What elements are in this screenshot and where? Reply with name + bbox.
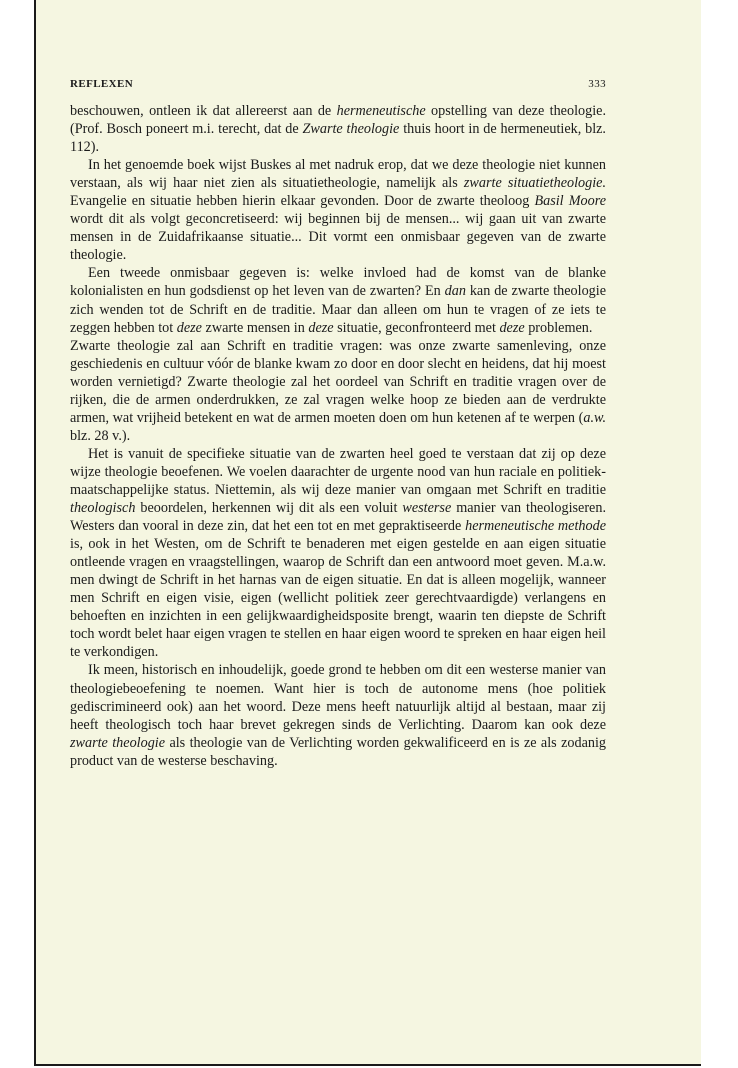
- italic-text: hermeneutische methode: [465, 518, 606, 535]
- text-run: kan de zwarte theologie zich wenden tot de Schrift en de traditie. Maar dan alleen om hun te vragen of ze iets te zeggen hebben tot: [70, 283, 606, 336]
- text-run: blz. 28 v.).: [70, 427, 131, 444]
- text-run: wordt dit als volgt geconcretiseerd: wij beginnen bij de mensen... wij gaan uit van zwarte mensen in de Zuidafrikaanse situatie... Dit vormt een onmisbaar gegeven van de zwarte theologie.: [70, 211, 606, 264]
- paragraph: [70, 264, 606, 336]
- text-run: thuis hoort in de hermeneutiek, blz. 112).: [70, 121, 606, 156]
- italic-text: a.w.: [583, 409, 606, 426]
- page-sheet: [34, 0, 701, 1066]
- italic-text: hermeneutische: [336, 103, 426, 119]
- text-run: Zwarte theologie zal aan Schrift en traditie vragen: was onze zwarte samenleving, onze geschiedenis en cultuur vóór de blanke kwam zo door en door slecht en heidens, dat hij moest worden vernietigd? Zwarte theologie zal het oordeel van Schrift en traditie vragen over de rijken, die de armen onderdrukken, ze zal vragen welke hoop ze bieden aan de verdrukte armen, wat vrijheid betekent en wat de armen moeten doen om hun ketenen af te werpen (: [70, 337, 606, 426]
- italic-text: zwarte situatietheologie.: [463, 175, 606, 192]
- text-run: beschouwen, ontleen ik dat allereerst aan de: [70, 103, 337, 119]
- italic-text: westerse: [402, 500, 452, 517]
- text-run: zwarte mensen in: [201, 319, 309, 336]
- text-run: situatie, geconfronteerd met: [333, 319, 500, 336]
- text-run: beoordelen, herkennen wij dit als een voluit: [135, 500, 403, 517]
- text-run: Evangelie en situatie hebben hierin elkaar gevonden. Door de zwarte theoloog: [70, 193, 535, 210]
- paragraph: [70, 661, 606, 769]
- running-header: [70, 78, 606, 90]
- paragraph: [70, 337, 606, 445]
- italic-text: deze: [499, 319, 525, 336]
- italic-text: dan: [444, 283, 466, 300]
- italic-text: deze: [308, 319, 334, 336]
- page-number: 333: [588, 78, 606, 90]
- italic-text: Zwarte theologie: [302, 121, 400, 138]
- paragraph: [70, 102, 606, 156]
- text-run: Het is vanuit de specifieke situatie van de zwarten heel goed te verstaan dat zij op deze wijze theologie beoefenen. We voelen daarachter de urgente nood van hun raciale en politiek-maatschappelijke status. Niettemin, als wij deze manier van omgaan met Schrift en traditie: [70, 445, 606, 498]
- text-run: is, ook in het Westen, om de Schrift te benaderen met eigen gestelde en aan eigen situatie ontleende vragen en vraagstellingen, waarop de Schrift dan een antwoord moet geven. M.a.w. men dwingt de Schrift in het harnas van de eigen situatie. En dat is alleen mogelijk, wanneer men Schrift en eigen visie, eigen (wellicht politiek zeer gerechtvaardigde) verlangens en behoeften en inzichten in een gelijkwaardigheidsposite brengt, waarin ten diepste de Schrift toch wordt belet haar eigen vragen te stellen en haar eigen woord te spreken en haar eigen heil te verkondigen.: [70, 536, 606, 661]
- body-text: [70, 102, 606, 770]
- text-run: manier van theologiseren. Westers dan vooral in deze zin, dat het een tot en met gepraktiseerde: [70, 500, 606, 535]
- text-run: Een tweede onmisbaar gegeven is: welke invloed had de komst van de blanke kolonialisten en hun godsdienst op het leven van de zwarten? En: [70, 265, 606, 300]
- running-title: REFLEXEN: [70, 78, 134, 90]
- paragraph: [70, 445, 606, 662]
- text-run: In het genoemde boek wijst Buskes al met nadruk erop, dat we deze theologie niet kunnen verstaan, als wij haar niet zien als situatietheologie, namelijk als: [70, 157, 606, 192]
- paragraph: [70, 156, 606, 264]
- italic-text: deze: [176, 319, 202, 336]
- text-run: problemen.: [524, 319, 593, 336]
- text-run: als theologie van de Verlichting worden gekwalificeerd en is ze als zodanig product van de westerse beschaving.: [70, 734, 607, 769]
- text-run: opstelling van deze theologie. (Prof. Bosch poneert m.i. terecht, dat de: [70, 103, 606, 138]
- italic-text: theologisch: [70, 500, 136, 517]
- text-run: Ik meen, historisch en inhoudelijk, goede grond te hebben om dit een westerse manier van theologiebeoefening te noemen. Want hier is toch de autonome mens (hoe politiek gediscrimineerd ook) aan het woord. Deze mens heeft natuurlijk altijd al bestaan, maar zij heeft theologisch toch haar brevet gekregen sinds de Verlichting. Daarom kan ook deze: [70, 662, 606, 733]
- italic-text: zwarte theologie: [70, 734, 166, 751]
- italic-text: Basil Moore: [534, 193, 606, 210]
